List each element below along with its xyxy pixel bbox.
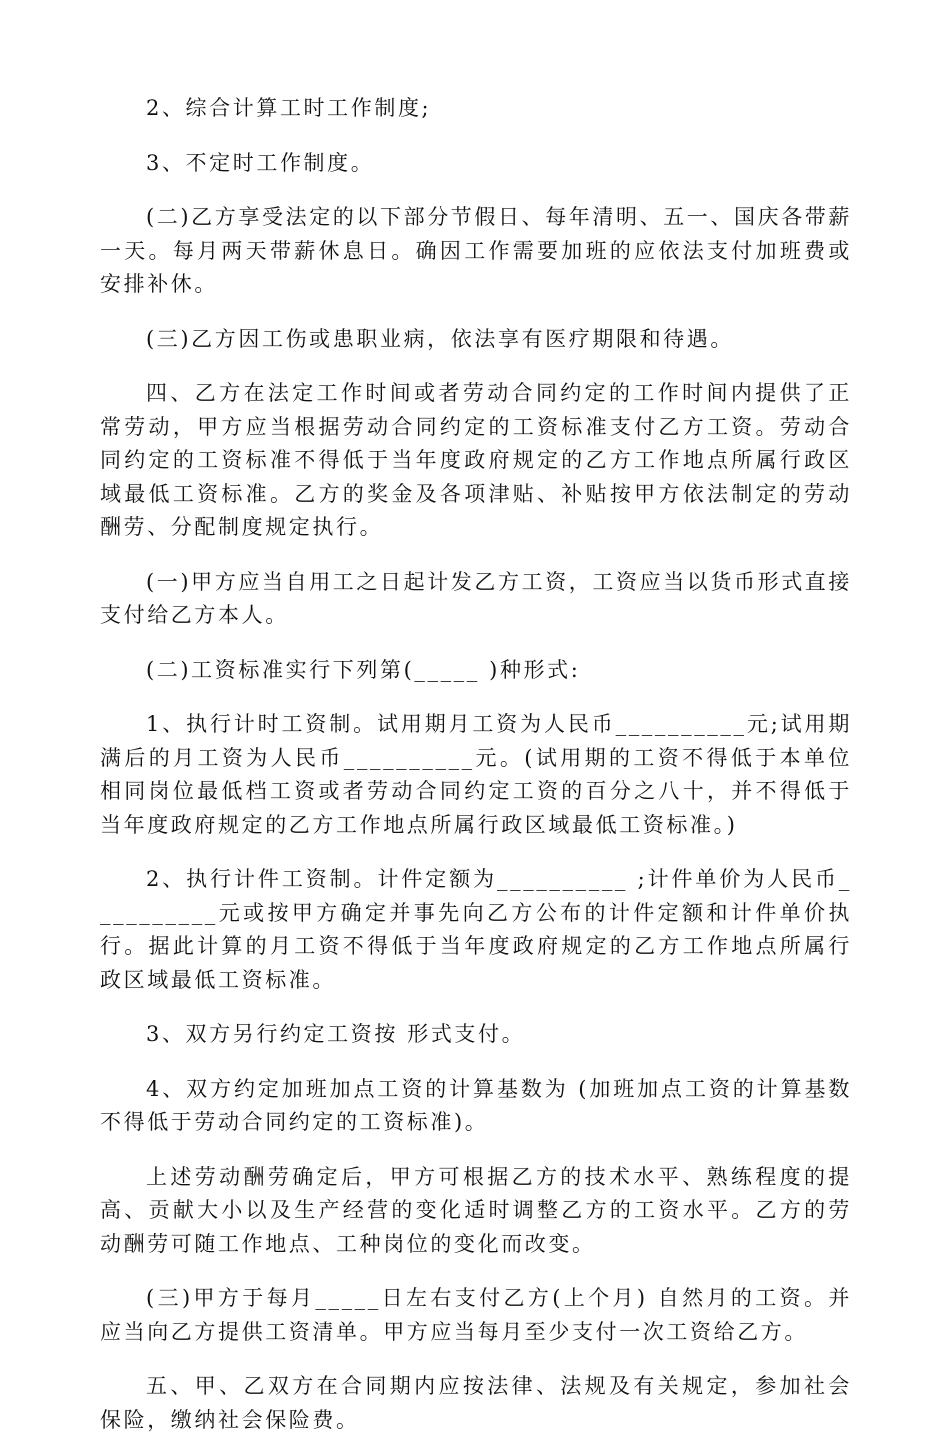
paragraph-piece-wage: 2、执行计件工资制。计件定额为__________ ;计件单价为人民币__________元或按甲方确定并事先向乙方公布的计件定额和计件单价执行。据此计算的月工资不得低于当年度政府规定的乙方工作地点所属行政区域最低工资标准。 bbox=[100, 867, 852, 992]
paragraph-payday: (三)甲方于每月_____日左右支付乙方(上个月) 自然月的工资。并应当向乙方提供工资清单。甲方应当每月至少支付一次工资给乙方。 bbox=[100, 1286, 852, 1344]
paragraph-wage-adjustment: 上述劳动酬劳确定后，甲方可根据乙方的技术水平、熟练程度的提高、贡献大小以及生产经营的变化适时调整乙方的工资水平。乙方的劳动酬劳可随工作地点、工种岗位的变化而改变。 bbox=[100, 1164, 852, 1256]
paragraph-section-4-wages: 四、乙方在法定工作时间或者劳动合同约定的工作时间内提供了正常劳动，甲方应当根据劳动合同约定的工资标准支付乙方工资。劳动合同约定的工资标准不得低于当年度政府规定的乙方工作地点所属行政区域最低工资标准。乙方的奖金及各项津贴、补贴按甲方依法制定的劳动酬劳、分配制度规定执行。 bbox=[100, 381, 852, 539]
document-page bbox=[100, 92, 852, 1437]
paragraph-holidays: (二)乙方享受法定的以下部分节假日、每年清明、五一、国庆各带薪一天。每月两天带薪休息日。确因工作需要加班的应依法支付加班费或安排补休。 bbox=[100, 205, 852, 296]
paragraph-3-flexible-hours: 3、不定时工作制度。 bbox=[146, 150, 375, 175]
paragraph-hourly-wage: 1、执行计时工资制。试用期月工资为人民币__________元;试用期满后的月工资为人民币__________元。(试用期的工资不得低于本单位相同岗位最低档工资或者劳动合同约定工资的百分之八十，并不得低于当年度政府规定的乙方工作地点所属行政区域最低工资标准。) bbox=[100, 712, 852, 837]
paragraph-wage-standard: (二)工资标准实行下列第(_____ )种形式: bbox=[146, 657, 581, 682]
paragraph-work-injury: (三)乙方因工伤或患职业病，依法享有医疗期限和待遇。 bbox=[146, 326, 734, 351]
paragraph-other-wage: 3、双方另行约定工资按 形式支付。 bbox=[146, 1022, 526, 1046]
paragraph-2-comprehensive-hours: 2、综合计算工时工作制度; bbox=[146, 96, 432, 120]
paragraph-overtime-base: 4、双方约定加班加点工资的计算基数为 (加班加点工资的计算基数不得低于劳动合同约定的工资标准)。 bbox=[100, 1076, 852, 1134]
paragraph-section-5-insurance: 五、甲、乙双方在合同期内应按法律、法规及有关规定，参加社会保险，缴纳社会保险费。 bbox=[100, 1374, 852, 1432]
paragraph-wage-payment: (一)甲方应当自用工之日起计发乙方工资，工资应当以货币形式直接支付给乙方本人。 bbox=[100, 569, 852, 627]
